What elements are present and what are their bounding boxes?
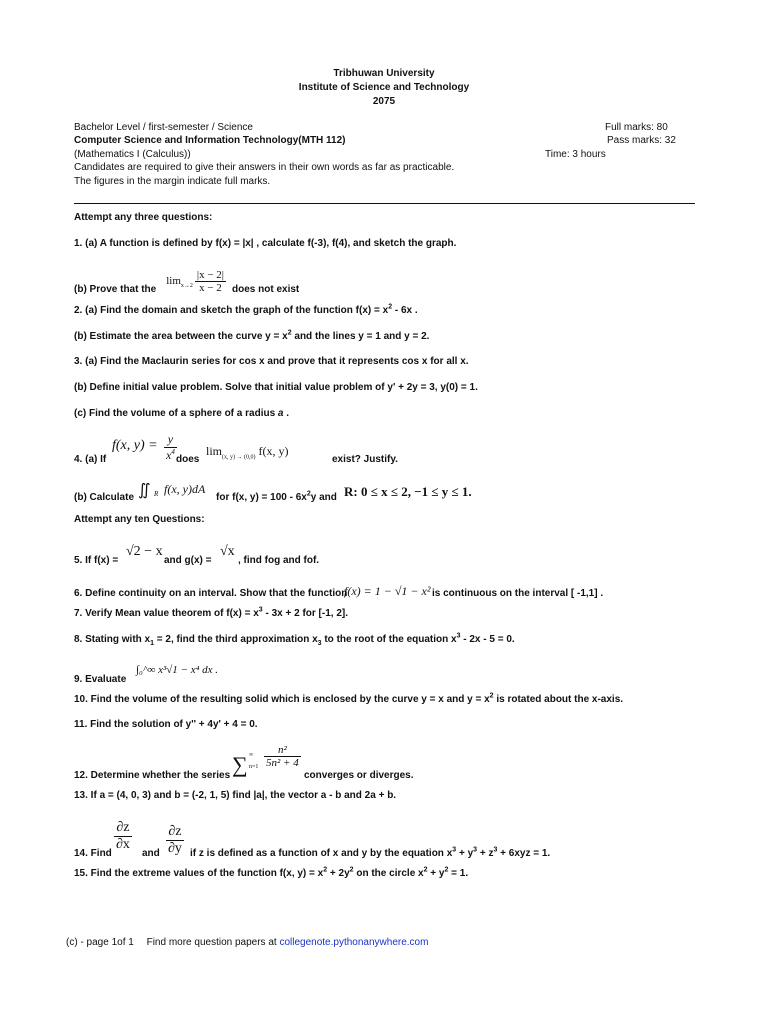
denominator-sup: 4	[171, 448, 175, 456]
q7-text: 7. Verify Mean value theorem of f(x) = x	[74, 608, 259, 619]
question-13: 13. If a = (4, 0, 3) and b = (-2, 1, 5) find |a|, the vector a - b and 2a + b.	[74, 790, 397, 801]
q8-sub1: 1	[150, 640, 155, 647]
q9-text: 9. Evaluate	[74, 674, 127, 685]
q6-function: f(x) = 1 − √1 − x²	[344, 584, 431, 598]
q15-s2: 2	[349, 866, 354, 874]
course-title: Computer Science and Information Technology(MTH 112)	[74, 135, 346, 146]
footer-text: Find more question papers at	[146, 937, 277, 948]
q14-text: 14. Find	[74, 848, 112, 859]
question-8	[74, 634, 515, 645]
q1b-text: (b) Prove that the	[74, 283, 157, 295]
header-divider	[74, 203, 695, 204]
question-3b: (b) Define initial value problem. Solve that initial value problem of y' + 2y = 3, y(0) = 1.	[74, 382, 478, 393]
footer	[66, 937, 428, 948]
question-1a: 1. (a) A function is defined by f(x) = |x| , calculate f(-3), f(4), and sketch the graph.	[74, 238, 457, 249]
question-2a	[74, 305, 418, 316]
q12-fraction	[264, 744, 301, 769]
q7-post: - 3x + 2 for [-1, 2].	[262, 608, 349, 619]
q15-p2: on the circle x	[353, 868, 424, 879]
fraction-numerator: ∂z	[166, 824, 184, 841]
q2a-sup: 2	[388, 303, 393, 311]
fraction-denominator: ∂y	[168, 841, 182, 856]
q15-s4: 2	[444, 866, 449, 874]
q5-g-expression: √x	[220, 544, 235, 559]
q14-s3: 3	[493, 846, 498, 854]
q14-mid: if z is defined as a function of x and y by the equation x	[190, 848, 453, 859]
fraction-numerator: |x − 2|	[196, 268, 225, 281]
q2a-text: 2. (a) Find the domain and sketch the graph of the function f(x) = x	[74, 305, 389, 316]
region-definition: R: 0 ≤ x ≤ 2, −1 ≤ y ≤ 1.	[344, 484, 472, 499]
q5-mid: and g(x) =	[164, 555, 212, 566]
q8-sup: 3	[456, 632, 461, 640]
fraction-denominator: 5n² + 4	[266, 757, 299, 769]
instruction-2: The figures in the margin indicate full marks.	[74, 176, 271, 187]
institute-title: Institute of Science and Technology	[298, 82, 470, 93]
q1b-limit	[166, 275, 193, 290]
fraction-denominator: x	[166, 448, 172, 462]
q8-text: 8. Stating with x	[74, 634, 151, 645]
partial-z-y	[166, 824, 184, 857]
q1b-post: does not exist	[232, 283, 300, 295]
q5-post: , find fog and fof.	[238, 555, 320, 566]
q4a-fraction	[164, 432, 177, 463]
q4a-post: exist? Justify.	[332, 454, 398, 465]
pass-marks: Pass marks: 32	[607, 135, 676, 146]
q3c-text: (c) Find the volume of a sphere of a radius	[74, 408, 278, 419]
q5-f-expression: √2 − x	[126, 544, 163, 559]
q12-text: 12. Determine whether the series	[74, 770, 231, 781]
question-1b	[74, 264, 299, 298]
q10-text: 10. Find the volume of the resulting solid which is enclosed by the curve y = x and y = x	[74, 694, 490, 705]
level-text: Bachelor Level / first-semester / Science	[74, 122, 253, 133]
lim-sub: x→2	[180, 283, 193, 290]
sigma-upper: ∞	[249, 752, 254, 758]
university-title: Tribhuwan University	[333, 68, 435, 79]
q2b-text: (b) Estimate the area between the curve y = x	[74, 331, 288, 342]
fraction-denominator: x − 2	[199, 281, 222, 294]
q2b-sup: 2	[287, 329, 292, 337]
fraction-numerator: n²	[264, 744, 301, 757]
q4a-function: f(x, y) =	[112, 438, 158, 453]
question-3c	[74, 408, 289, 419]
instruction-1: Candidates are required to give their answers in their own words as far as practicable.	[74, 162, 455, 173]
question-2b	[74, 331, 429, 342]
sigma-icon: ∑	[232, 752, 248, 777]
lim-argument: f(x, y)	[258, 444, 289, 458]
q4a-text: 4. (a) If	[74, 454, 107, 465]
q2a-post: - 6x .	[392, 305, 418, 316]
q2b-post: and the lines y = 1 and y = 2.	[291, 331, 430, 342]
q4b-mid	[216, 492, 337, 503]
question-7	[74, 608, 348, 619]
footer-link[interactable]: collegenote.pythonanywhere.com	[279, 937, 429, 948]
q4b-mid2: y and	[310, 492, 337, 503]
q8-mid2: to the root of the equation x	[321, 634, 457, 645]
q15-text: 15. Find the extreme values of the function f(x, y) = x	[74, 868, 324, 879]
q8-post: - 2x - 5 = 0.	[460, 634, 515, 645]
subject-text: (Mathematics I (Calculus))	[74, 149, 191, 160]
q14-s2: 3	[473, 846, 478, 854]
q8-mid: = 2, find the third approximation x	[154, 634, 318, 645]
q4a-limit	[206, 444, 289, 459]
q15-p1: + 2y	[327, 868, 350, 879]
q5-text: 5. If f(x) =	[74, 555, 119, 566]
exam-year: 2075	[372, 96, 396, 107]
q10-sup: 2	[489, 692, 494, 700]
section-b-heading: Attempt any ten Questions:	[74, 514, 205, 525]
q4b-text: (b) Calculate	[74, 492, 135, 503]
integral-region: R	[154, 490, 159, 498]
q14-post: + 6xyz = 1.	[497, 848, 551, 859]
q6-post: is continuous on the interval [ -1,1] .	[432, 588, 604, 599]
partial-z-x	[114, 820, 132, 853]
question-10	[74, 694, 623, 705]
q1b-fraction	[195, 269, 226, 294]
q14-p1: + y	[456, 848, 474, 859]
integrand: f(x, y)dA	[164, 482, 206, 496]
q9-integral: ∫₀^∞ x³√1 − x⁴ dx .	[136, 664, 219, 676]
q14-p2: + z	[477, 848, 494, 859]
q4a-does: does	[176, 454, 200, 465]
q3c-var: a	[277, 408, 284, 419]
q6-text: 6. Define continuity on an interval. Show that the function	[74, 588, 348, 599]
lim-text: lim	[206, 444, 223, 458]
sigma-lower: n=1	[249, 764, 259, 770]
q10-post: is rotated about the x-axis.	[493, 694, 624, 705]
q15-post: = 1.	[448, 868, 469, 879]
lim-text: lim	[166, 275, 181, 287]
fraction-denominator: ∂x	[116, 837, 130, 852]
q3c-post: .	[283, 408, 290, 419]
q15-s1: 2	[323, 866, 328, 874]
time-allowed: Time: 3 hours	[545, 149, 606, 160]
question-3a: 3. (a) Find the Maclaurin series for cos x and prove that it represents cos x for all x.	[74, 356, 469, 367]
q12-post: converges or diverges.	[304, 770, 414, 781]
full-marks: Full marks: 80	[605, 122, 668, 133]
q14-equation	[190, 848, 550, 859]
q15-s3: 2	[423, 866, 428, 874]
question-15	[74, 868, 468, 879]
section-a-heading: Attempt any three questions:	[74, 212, 213, 223]
q8-sub3: 3	[317, 640, 322, 647]
fraction-numerator: ∂z	[114, 820, 132, 837]
double-integral-icon: ∬	[138, 482, 151, 499]
page-number: (c) - page 1of 1	[66, 937, 134, 948]
question-11: 11. Find the solution of y'' + 4y' + 4 = 0.	[74, 719, 258, 730]
q4b-mid-text: for f(x, y) = 100 - 6x	[216, 492, 307, 503]
q15-p3: + y	[427, 868, 445, 879]
q14-and: and	[142, 848, 160, 859]
q7-sup: 3	[258, 606, 263, 614]
fraction-numerator: y	[164, 432, 177, 448]
q14-s1: 3	[452, 846, 457, 854]
q4b-sup: 2	[306, 490, 311, 498]
lim-sub: (x, y) → (0,0)	[222, 454, 256, 461]
